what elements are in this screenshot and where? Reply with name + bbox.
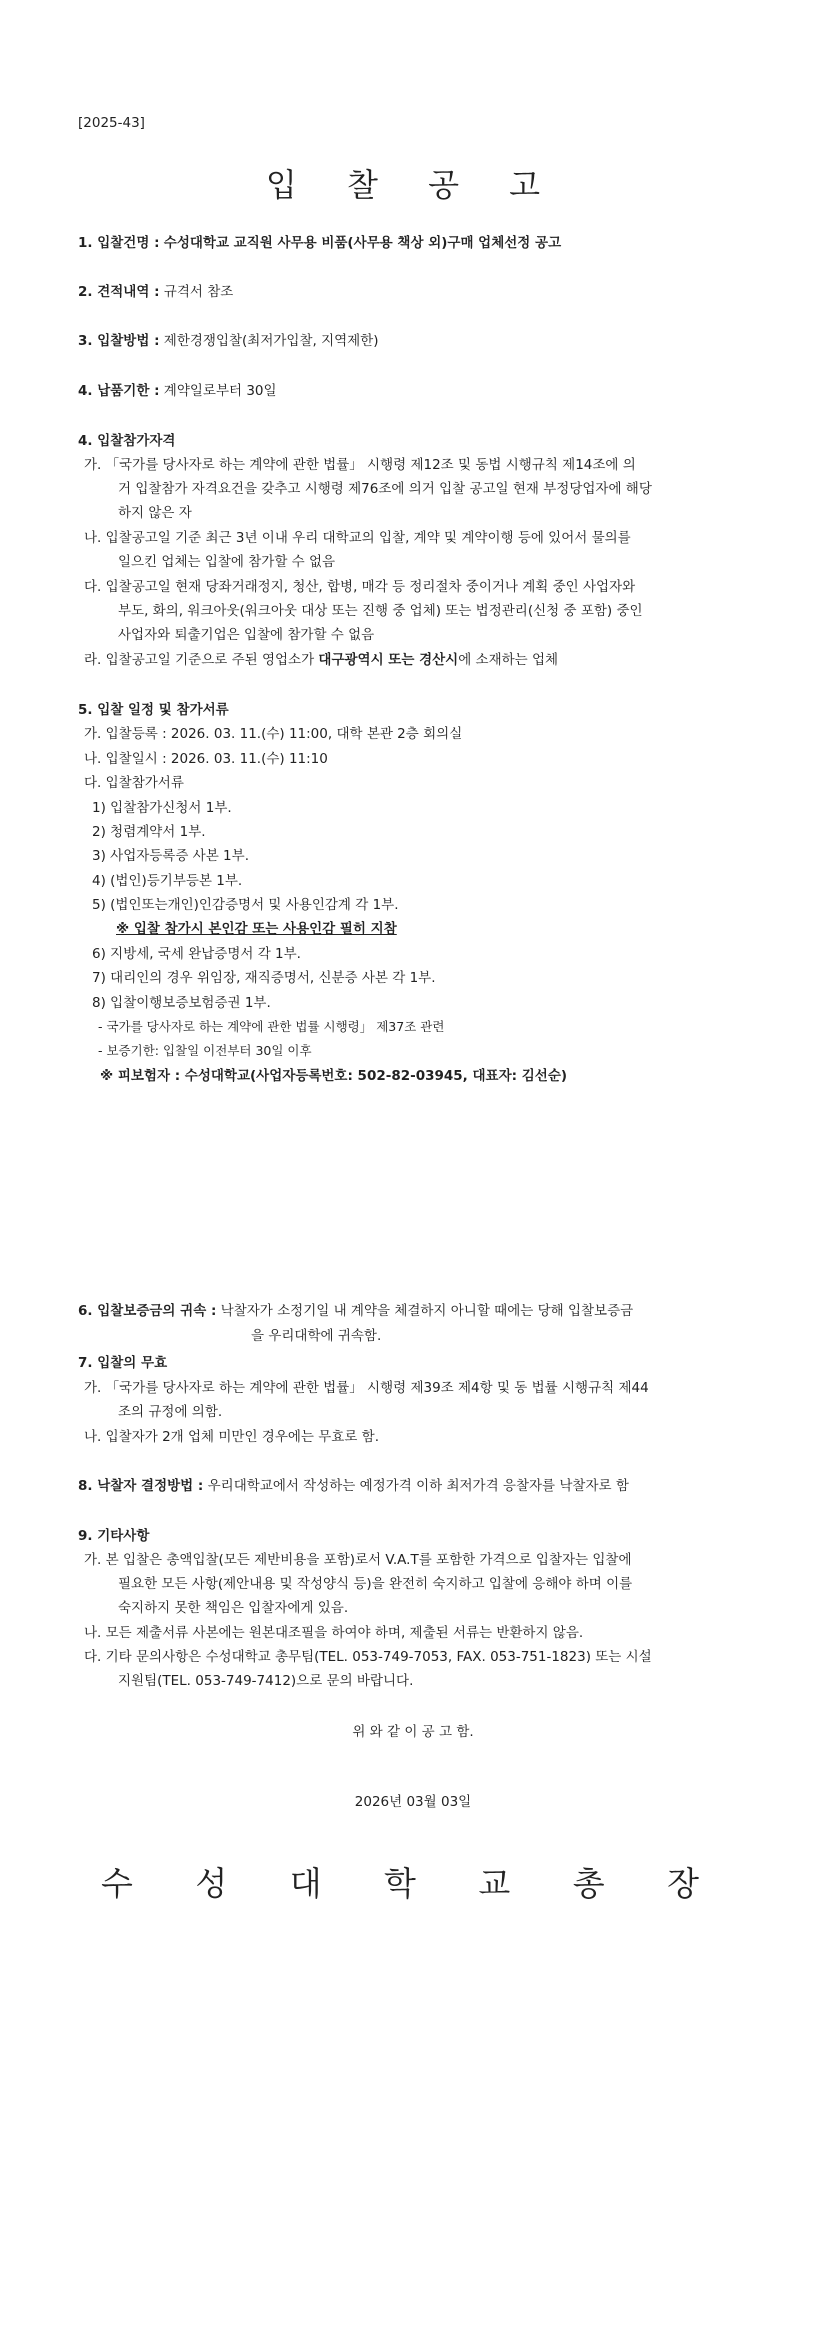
invalid-ga-line2: 조의 규정에 의함.	[118, 1404, 223, 1420]
section-value: 우리대학교에서 작성하는 예정가격 이하 최저가격 응찰자를 낙찰자로 함	[207, 1478, 629, 1494]
section-value: 규격서 참조	[163, 284, 234, 300]
other-ga-line3: 숙지하지 못한 책임은 입찰자에게 있음.	[118, 1600, 349, 1616]
guarantee-period: - 보증기한: 입찰일 이전부터 30일 이후	[98, 1043, 312, 1058]
other-da-line1: 다. 기타 문의사항은 수성대학교 총무팀(TEL. 053-749-7053, FAX. 053-751-1823) 또는 시설	[84, 1649, 652, 1665]
qualification-da-line1: 다. 입찰공고일 현재 당좌거래정지, 청산, 합병, 매각 등 정리절차 중이거나 계획 중인 사업자와	[84, 579, 636, 595]
section-heading: 4. 입찰참가자격	[78, 433, 176, 449]
announcement-date: 2026년 03월 03일	[354, 1794, 472, 1810]
section-heading: 5. 입찰 일정 및 참가서류	[78, 702, 229, 718]
other-ga-line1: 가. 본 입찰은 총액입찰(모든 제반비용을 포함)로서 V.A.T를 포함한 가격으로 입찰자는 입찰에	[84, 1552, 632, 1568]
text-segment: 에 소재하는 업체	[458, 652, 559, 668]
section-estimate	[78, 282, 233, 302]
section-label: 4. 납품기한 :	[78, 383, 160, 399]
insured-party: ※ 피보험자 : 수성대학교(사업자등록번호: 502-82-03945, 대표자: 김선순)	[100, 1068, 568, 1084]
text-segment: 라. 입찰공고일 기준으로 주된 영업소가	[84, 652, 319, 668]
section-label: 6. 입찰보증금의 귀속 :	[78, 1303, 217, 1319]
section-value: 제한경쟁입찰(최저가입찰, 지역제한)	[163, 333, 379, 349]
seal-notice: ※ 입찰 참가시 본인감 또는 사용인감 필히 지참	[116, 921, 397, 937]
qualification-da-line3: 사업자와 퇴출기업은 입찰에 참가할 수 없음	[118, 627, 375, 643]
section-heading: 7. 입찰의 무효	[78, 1355, 168, 1371]
document-item: 6) 지방세, 국세 완납증명서 각 1부.	[92, 946, 301, 962]
deposit-line2: 을 우리대학에 귀속함.	[251, 1328, 382, 1344]
guarantee-note: - 국가를 당사자로 하는 계약에 관한 법률 시행령」 제37조 관련	[98, 1019, 445, 1034]
section-value: 계약일로부터 30일	[163, 383, 277, 399]
schedule-registration: 가. 입찰등록 : 2026. 03. 11.(수) 11:00, 대학 본관 2층 회의실	[84, 726, 463, 742]
section-label: 3. 입찰방법 :	[78, 333, 160, 349]
other-na: 나. 모든 제출서류 사본에는 원본대조필을 하여야 하며, 제출된 서류는 반환하지 않음.	[84, 1625, 584, 1641]
document-item: 3) 사업자등록증 사본 1부.	[92, 848, 249, 864]
schedule-documents-heading: 다. 입찰참가서류	[84, 775, 184, 791]
document-item: 2) 청렴계약서 1부.	[92, 824, 206, 840]
invalid-ga-line1: 가. 「국가를 당사자로 하는 계약에 관한 법률」 시행령 제39조 제4항 및 동 법률 시행규칙 제44	[84, 1380, 649, 1396]
document-item: 7) 대리인의 경우 위임장, 재직증명서, 신분증 사본 각 1부.	[92, 970, 436, 986]
section-method	[78, 331, 379, 351]
section-winner	[78, 1476, 629, 1496]
invalid-na: 나. 입찰자가 2개 업체 미만인 경우에는 무효로 함.	[84, 1429, 379, 1445]
qualification-na-line2: 일으킨 업체는 입찰에 참가할 수 없음	[118, 554, 336, 570]
section-bid-name	[78, 233, 561, 253]
document-item: 1) 입찰참가신청서 1부.	[92, 800, 232, 816]
document-item: 4) (법인)등기부등본 1부.	[92, 873, 243, 889]
section-label: 8. 낙찰자 결정방법 :	[78, 1478, 204, 1494]
other-da-line2: 지원팀(TEL. 053-749-7412)으로 문의 바랍니다.	[118, 1673, 414, 1689]
document-item: 5) (법인또는개인)인감증명서 및 사용인감계 각 1부.	[92, 897, 399, 913]
qualification-ga-line3: 하지 않은 자	[118, 505, 192, 521]
document-item: 8) 입찰이행보증보험증권 1부.	[92, 995, 271, 1011]
closing-statement: 위 와 같 이 공 고 함.	[352, 1724, 474, 1740]
qualification-ga-line2: 거 입찰참가 자격요건을 갖추고 시행령 제76조에 의거 입찰 공고일 현재 부정당업자에 해당	[118, 481, 652, 497]
qualification-ra	[84, 650, 558, 670]
other-ga-line2: 필요한 모든 사항(제안내용 및 작성양식 등)을 완전히 숙지하고 입찰에 응해야 하며 이를	[118, 1576, 633, 1592]
qualification-ga-line1: 가. 「국가를 당사자로 하는 계약에 관한 법률」 시행령 제12조 및 동법 시행규칙 제14조에 의	[84, 457, 636, 473]
document-number: [2025-43]	[78, 115, 145, 131]
issuer-signature: 수 성 대 학 교 총 장	[100, 1864, 726, 1903]
page-title: 입 찰 공 고	[265, 166, 561, 204]
section-value: 수성대학교 교직원 사무용 비품(사무용 책상 외)구매 업체선정 공고	[163, 235, 562, 251]
section-delivery	[78, 381, 277, 401]
schedule-bid-datetime: 나. 입찰일시 : 2026. 03. 11.(수) 11:10	[84, 751, 328, 767]
qualification-na-line1: 나. 입찰공고일 기준 최근 3년 이내 우리 대학교의 입찰, 계약 및 계약이행 등에 있어서 물의를	[84, 530, 631, 546]
section-heading: 9. 기타사항	[78, 1528, 150, 1544]
region-emphasis: 대구광역시 또는 경산시	[318, 652, 459, 668]
qualification-da-line2: 부도, 화의, 워크아웃(워크아웃 대상 또는 진행 중 업체) 또는 법정관리(신청 중 포함) 중인	[118, 603, 643, 619]
section-label: 1. 입찰건명 :	[78, 235, 160, 251]
section-deposit	[78, 1301, 633, 1321]
section-value: 낙찰자가 소정기일 내 계약을 체결하지 아니할 때에는 당해 입찰보증금	[220, 1303, 634, 1319]
section-label: 2. 견적내역 :	[78, 284, 160, 300]
